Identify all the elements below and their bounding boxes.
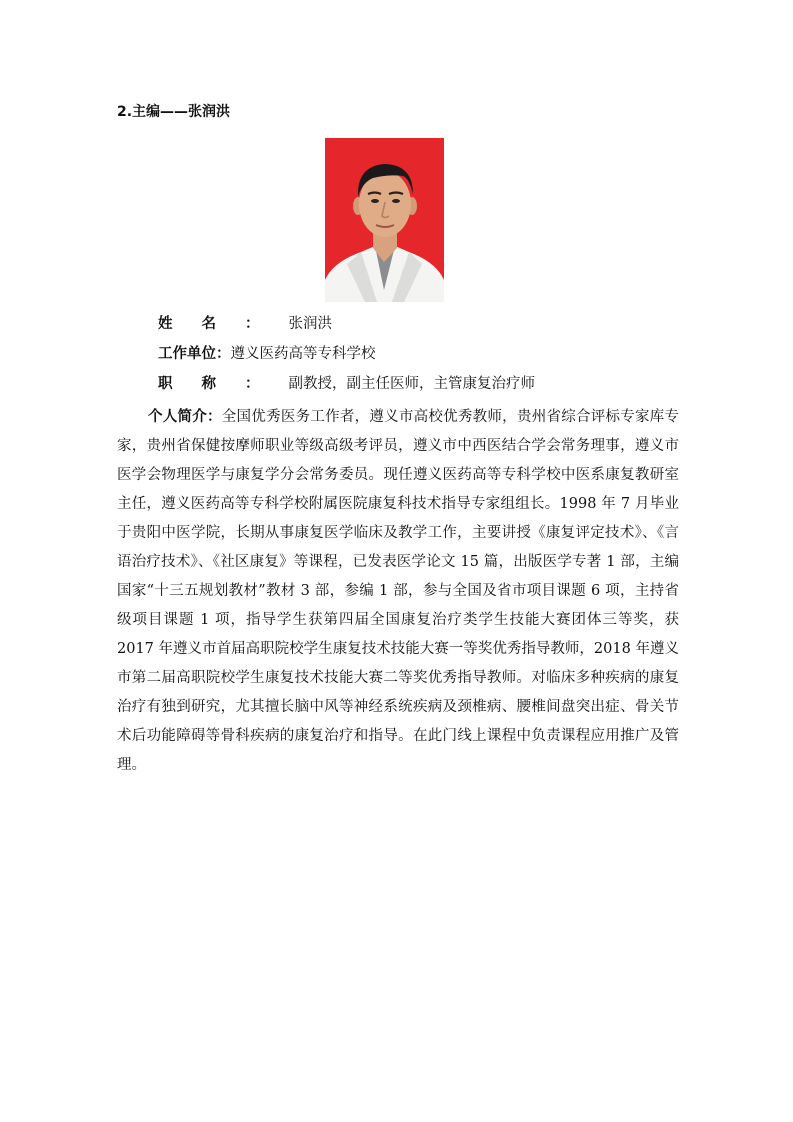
section-heading: 2.主编——张润洪 (117, 104, 231, 120)
job-title-value: 副教授，副主任医师，主管康复治疗师 (288, 376, 535, 392)
portrait-photo (325, 138, 444, 302)
job-title-label: 职称： (158, 376, 289, 392)
name-value: 张润洪 (288, 316, 332, 332)
work-unit-row (158, 343, 376, 365)
biography-label: 个人简介： (148, 409, 222, 425)
work-unit-label: 工作单位： (158, 346, 231, 362)
portrait-illustration (325, 138, 444, 302)
job-title-row (158, 373, 535, 395)
name-label: 姓名： (158, 316, 289, 332)
biography-text: 全国优秀医务工作者，遵义市高校优秀教师，贵州省综合评标专家库专家，贵州省保健按摩师职业等级高级考评员，遵义市中西医结合学会常务理事，遵义市医学会物理医学与康复学分会常务委员。现任遵义医药高等专科学校中医系康复教研室主任，遵义医药高等专科学校附属医院康复科技术指导专家组组长。1998 年 7 月毕业于贵阳中医学院，长期从事康复医学临床及教学工作，主要讲授《康复评定技术》、《言语治疗技术》、《社区康复》等课程，已发表医学论文 15 篇，出版医学专著 1 部，主编国家“十三五规划教材”教材 3 部，参编 1 部，参与全国及省市项目课题 6 项，主持省级项目课题 1 项，指导学生获第四届全国康复治疗类学生技能大赛团体三等奖，获 2017 年遵义市首届高职院校学生康复技术技能大赛一等奖优秀指导教师，2018 年遵义市第二届高职院校学生康复技术技能大赛二等奖优秀指导教师。对临床多种疾病的康复治疗有独到研究，尤其擅长脑中风等神经系统疾病及颈椎病、腰椎间盘突出症、骨关节术后功能障碍等骨科疾病的康复治疗和指导。在此门线上课程中负责课程应用推广及管理。 (117, 409, 680, 773)
biography-paragraph (117, 403, 679, 780)
work-unit-value: 遵义医药高等专科学校 (230, 346, 376, 362)
name-row (158, 313, 332, 335)
